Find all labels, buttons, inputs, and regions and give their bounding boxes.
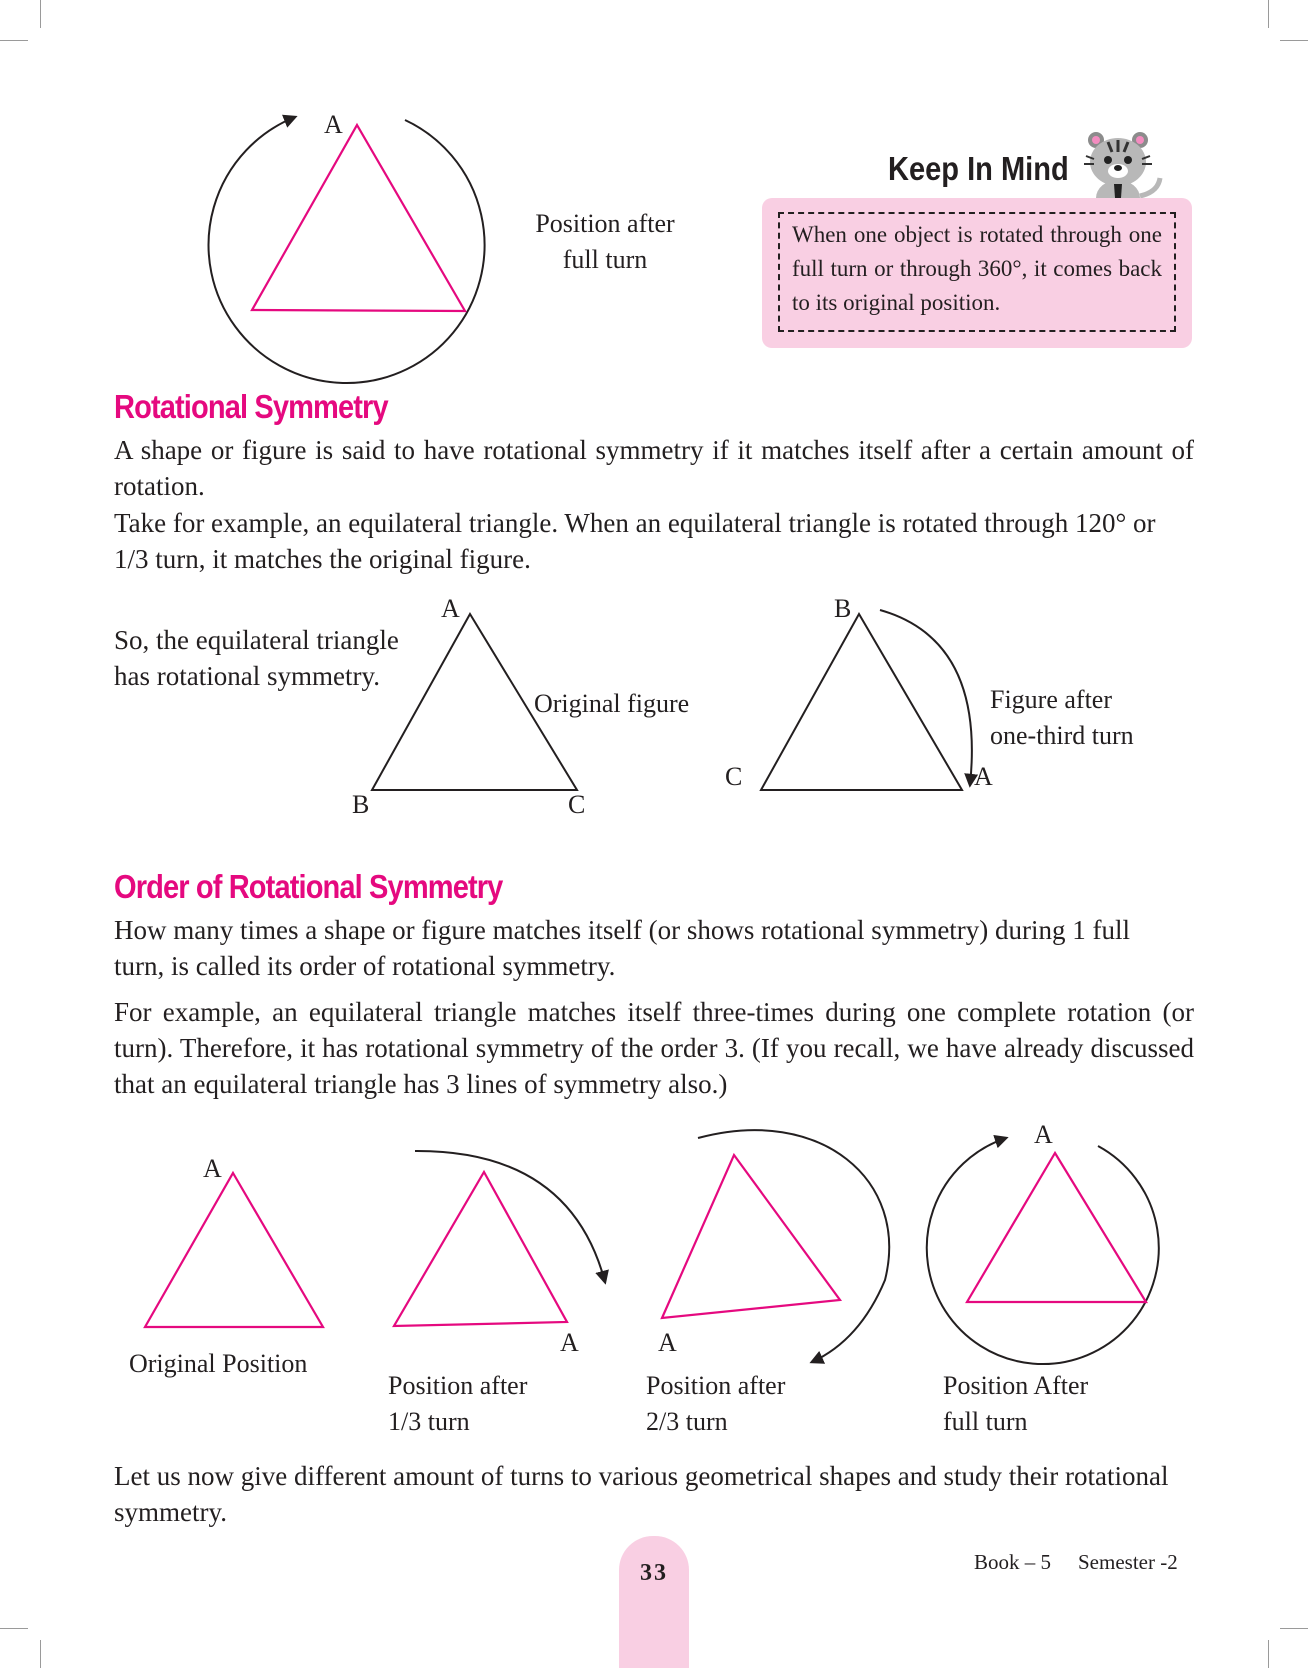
keep-in-mind-title: Keep In Mind [888, 150, 1069, 187]
caption-original-figure: Original figure [534, 689, 690, 718]
vertex-label-a: A [1034, 1120, 1053, 1149]
vertex-label-a: A [974, 762, 993, 791]
triangle-two-thirds [662, 1155, 840, 1318]
caption-line: 1/3 turn [388, 1407, 470, 1436]
closing-paragraph: Let us now give different amount of turns to various geometrical shapes and study their rotational symmetry. [114, 1461, 1169, 1527]
vertex-label-c: C [725, 762, 743, 791]
vertex-label-b: B [352, 790, 370, 819]
vertex-label-c: C [568, 790, 586, 819]
caption-full-turn [943, 1368, 1088, 1440]
caption-full-turn [520, 206, 690, 278]
vertex-label-a: A [441, 594, 460, 623]
keep-in-mind-text: When one object is rotated through one full turn or through 360°, it comes back to its original position. [778, 212, 1176, 332]
triangle-one-third-turn [761, 614, 962, 790]
paragraph: Take for example, an equilateral triangle. When an equilateral triangle is rotated through 120° or 1/3 turn, it matches the original figure. [114, 508, 1156, 574]
caption-line: one-third turn [990, 721, 1134, 750]
vertex-label-a: A [203, 1154, 222, 1183]
caption-line: Position After [943, 1371, 1089, 1400]
triangle-original-position [145, 1173, 323, 1327]
caption-line: Position after [535, 209, 675, 238]
paragraph: A shape or figure is said to have rotational symmetry if it matches itself after a certain amount of rotation. [114, 435, 1194, 501]
one-third-turn-arrow [880, 610, 972, 785]
vertex-label-a: A [324, 110, 343, 139]
caption-line: 2/3 turn [646, 1407, 728, 1436]
caption-original-position: Original Position [129, 1349, 308, 1378]
footer-semester: Semester -2 [1078, 1550, 1178, 1574]
triangle-one-third [394, 1172, 567, 1326]
paragraph: How many times a shape or figure matches itself (or shows rotational symmetry) during 1 full turn, is called its order of rotational symmetry. [114, 915, 1131, 981]
caption-line: full turn [943, 1407, 1028, 1436]
keep-in-mind-box [762, 198, 1192, 348]
caption-line: Position after [646, 1371, 786, 1400]
vertex-label-a: A [658, 1328, 677, 1357]
triangle-full-turn-2 [967, 1153, 1146, 1302]
caption-one-third-turn [388, 1368, 527, 1440]
arrow-two-thirds [698, 1130, 889, 1362]
vertex-label-b: B [834, 594, 852, 623]
page-number-tab [619, 1536, 689, 1668]
caption-two-thirds-turn [646, 1368, 785, 1440]
footer-book: Book – 5 [974, 1550, 1052, 1574]
caption-line: full turn [562, 245, 648, 274]
page-number: 33 [640, 1560, 668, 1586]
triangle-full-turn [252, 125, 465, 311]
side-note: So, the equilateral triangle has rotational symmetry. [114, 625, 399, 691]
caption-one-third-turn [990, 682, 1134, 754]
caption-line: Position after [388, 1371, 528, 1400]
paragraph: For example, an equilateral triangle matches itself three-times during one complete rotation (or turn). Therefore, it has rotational symmetry of the order 3. (If you recall, we have already discussed that an equilateral triangle has 3 lines of symmetry also.) [114, 997, 1194, 1099]
arrow-one-third [415, 1151, 605, 1282]
heading-order-of-rotational-symmetry: Order of Rotational Symmetry [114, 868, 503, 905]
rotation-arrow [209, 117, 485, 383]
heading-rotational-symmetry: Rotational Symmetry [114, 388, 388, 425]
caption-line: Figure after [990, 685, 1113, 714]
vertex-label-a: A [560, 1328, 579, 1357]
